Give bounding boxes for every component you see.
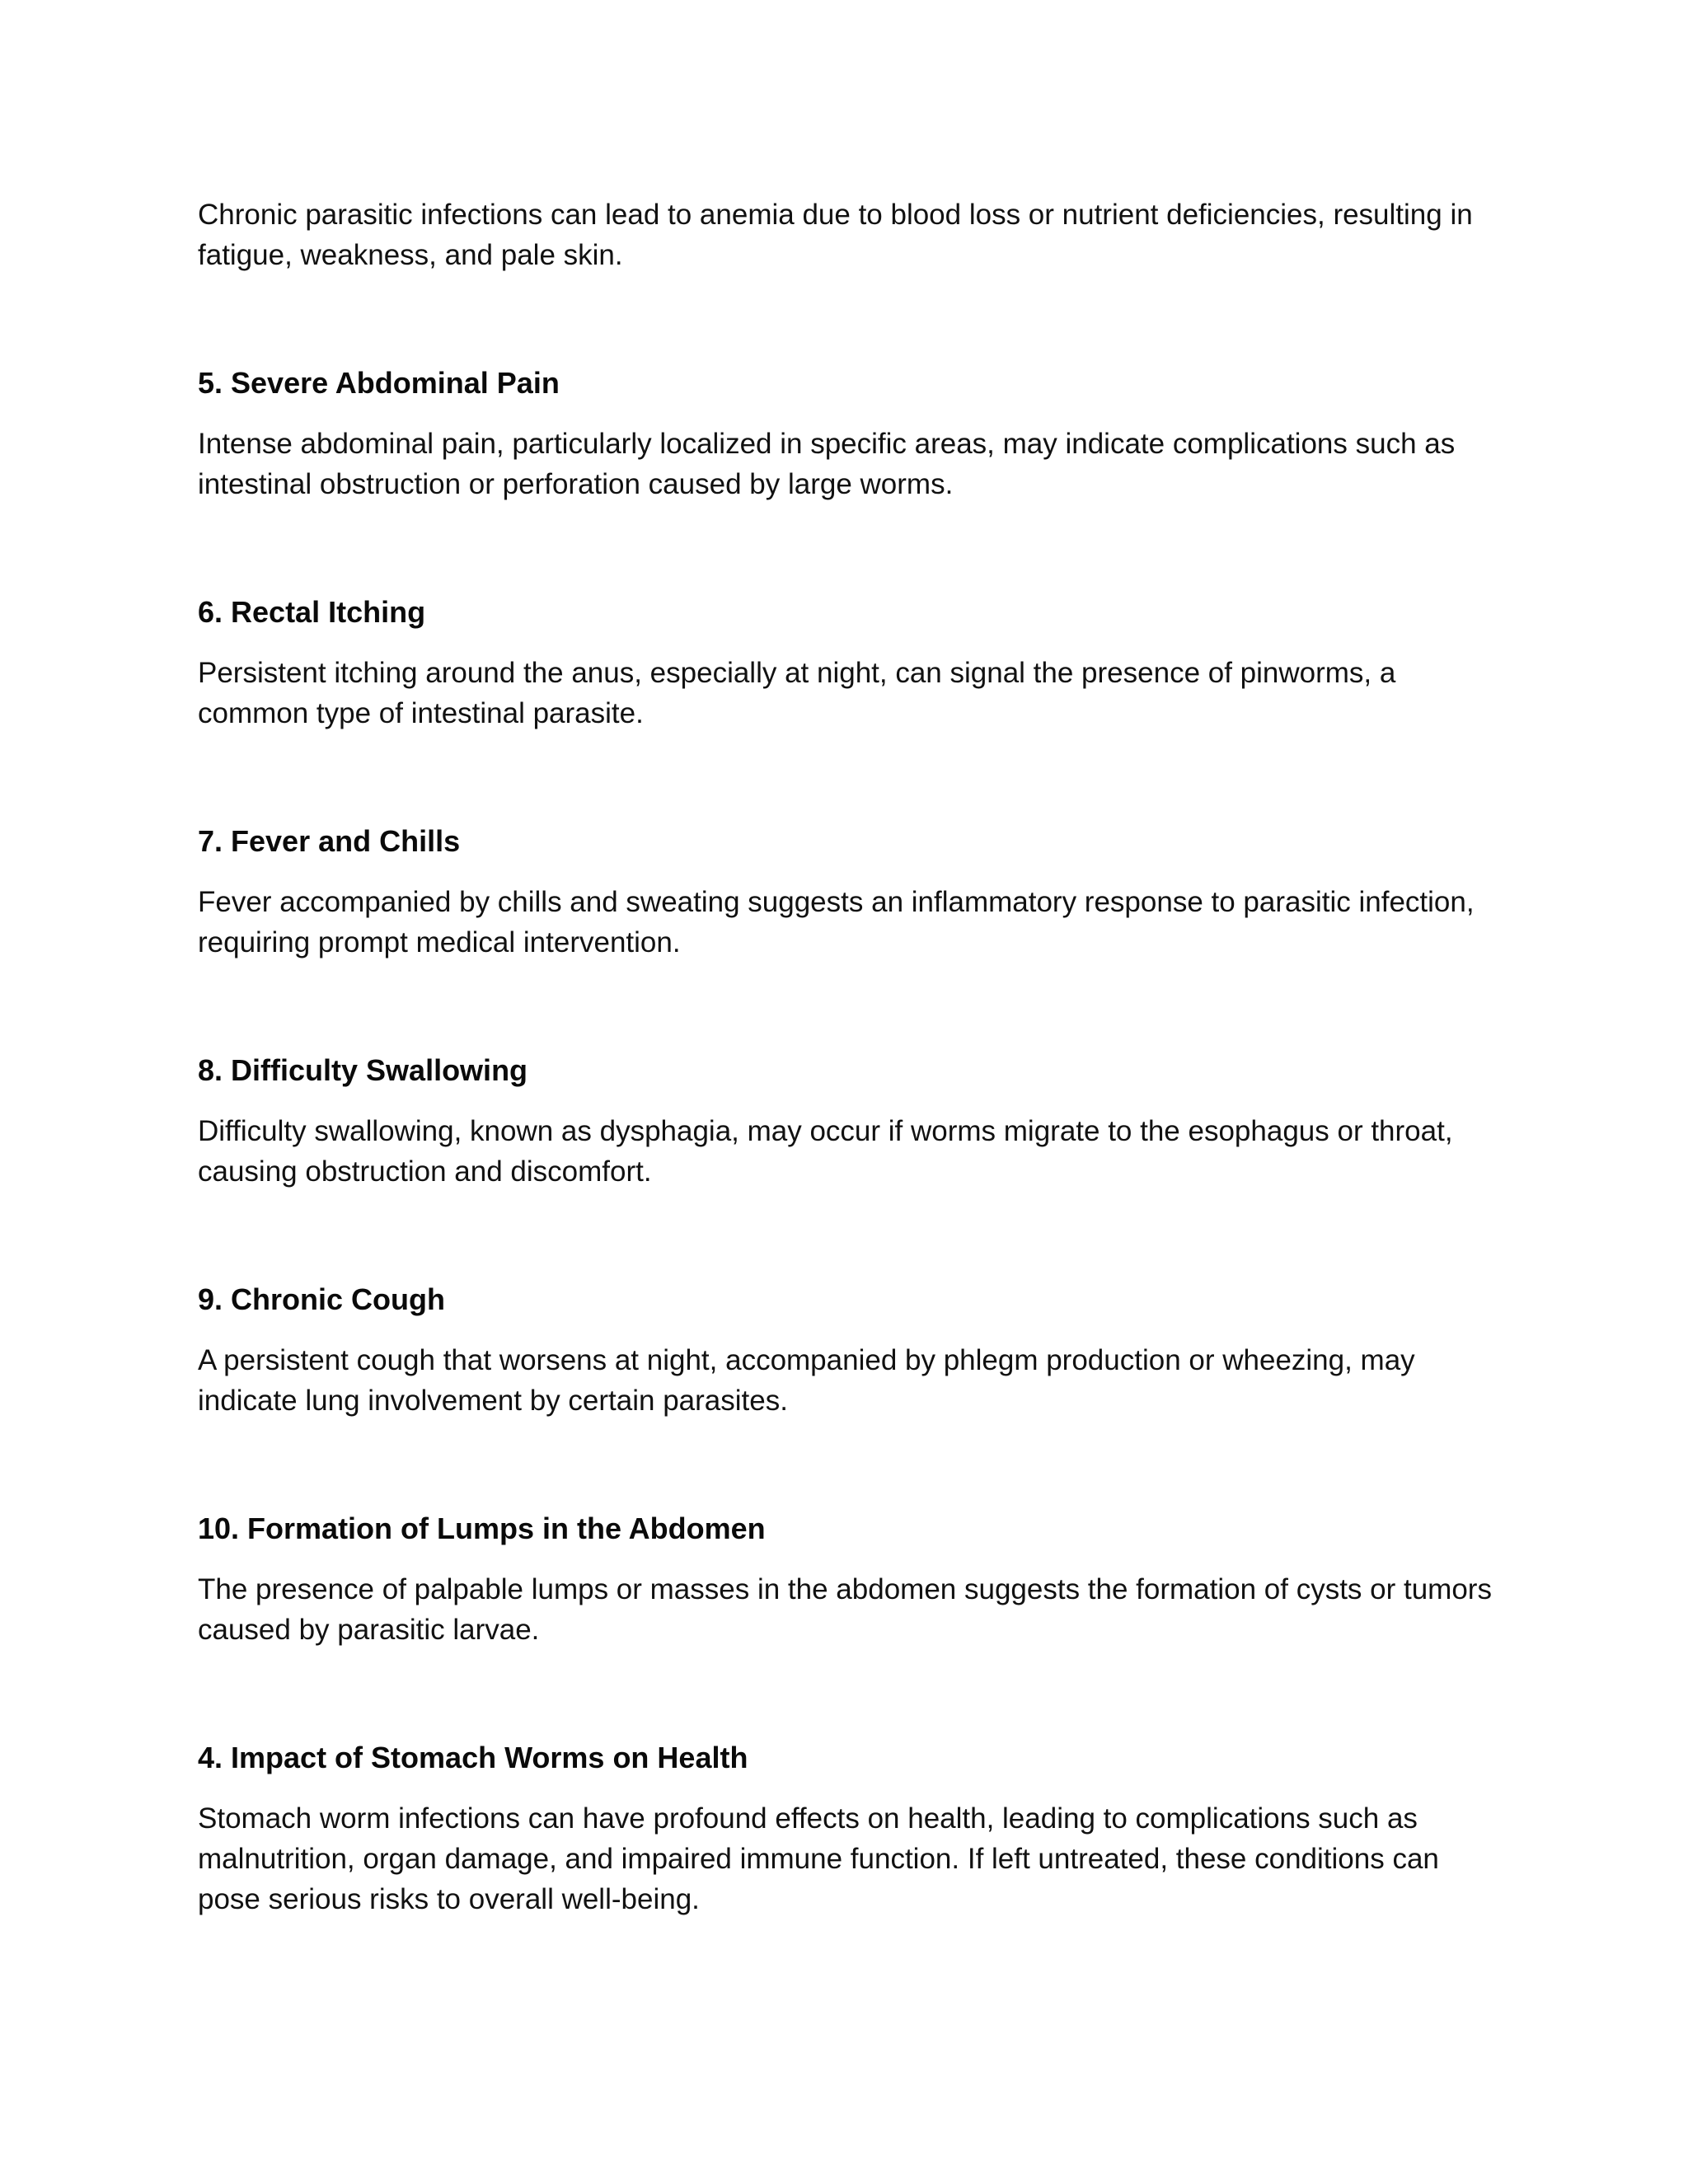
section-paragraph: The presence of palpable lumps or masses in the abdomen suggests the formation of cysts or tumors caused by parasitic larvae. — [198, 1573, 1492, 1646]
section-heading: 5. Severe Abdominal Pain — [198, 366, 560, 400]
section-paragraph: Fever accompanied by chills and sweating suggests an inflammatory response to parasitic infection, requiring prompt medical intervention. — [198, 886, 1475, 958]
intro-paragraph: Chronic parasitic infections can lead to anemia due to blood loss or nutrient deficiencies, resulting in fatigue, weakness, and pale skin. — [198, 199, 1473, 271]
section-lumps-in-abdomen — [198, 1509, 1500, 1650]
section-heading: 8. Difficulty Swallowing — [198, 1053, 528, 1087]
section-rectal-itching — [198, 593, 1500, 733]
section-heading: 10. Formation of Lumps in the Abdomen — [198, 1511, 766, 1545]
section-heading: 9. Chronic Cough — [198, 1282, 445, 1316]
document-content — [198, 194, 1500, 1919]
section-heading: 4. Impact of Stomach Worms on Health — [198, 1741, 748, 1774]
section-heading: 6. Rectal Itching — [198, 595, 426, 629]
section-heading: 7. Fever and Chills — [198, 824, 461, 858]
section-paragraph: Intense abdominal pain, particularly localized in specific areas, may indicate complications such as intestinal obstruction or perforation caused by large worms. — [198, 428, 1456, 500]
section-severe-abdominal-pain — [198, 363, 1500, 504]
section-paragraph: A persistent cough that worsens at night, accompanied by phlegm production or wheezing, may indicate lung involvement by certain parasites. — [198, 1344, 1415, 1417]
section-paragraph: Stomach worm infections can have profound effects on health, leading to complications such as malnutrition, organ damage, and impaired immune function. If left untreated, these conditions can pose serious risks to overall well-being. — [198, 1802, 1439, 1915]
section-chronic-cough — [198, 1280, 1500, 1421]
section-paragraph: Persistent itching around the anus, especially at night, can signal the presence of pinworms, a common type of intestinal parasite. — [198, 657, 1396, 729]
section-impact-on-health — [198, 1738, 1500, 1919]
section-difficulty-swallowing — [198, 1051, 1500, 1192]
section-paragraph: Difficulty swallowing, known as dysphagia, may occur if worms migrate to the esophagus or throat, causing obstruction and discomfort. — [198, 1115, 1453, 1188]
section-fever-and-chills — [198, 822, 1500, 963]
